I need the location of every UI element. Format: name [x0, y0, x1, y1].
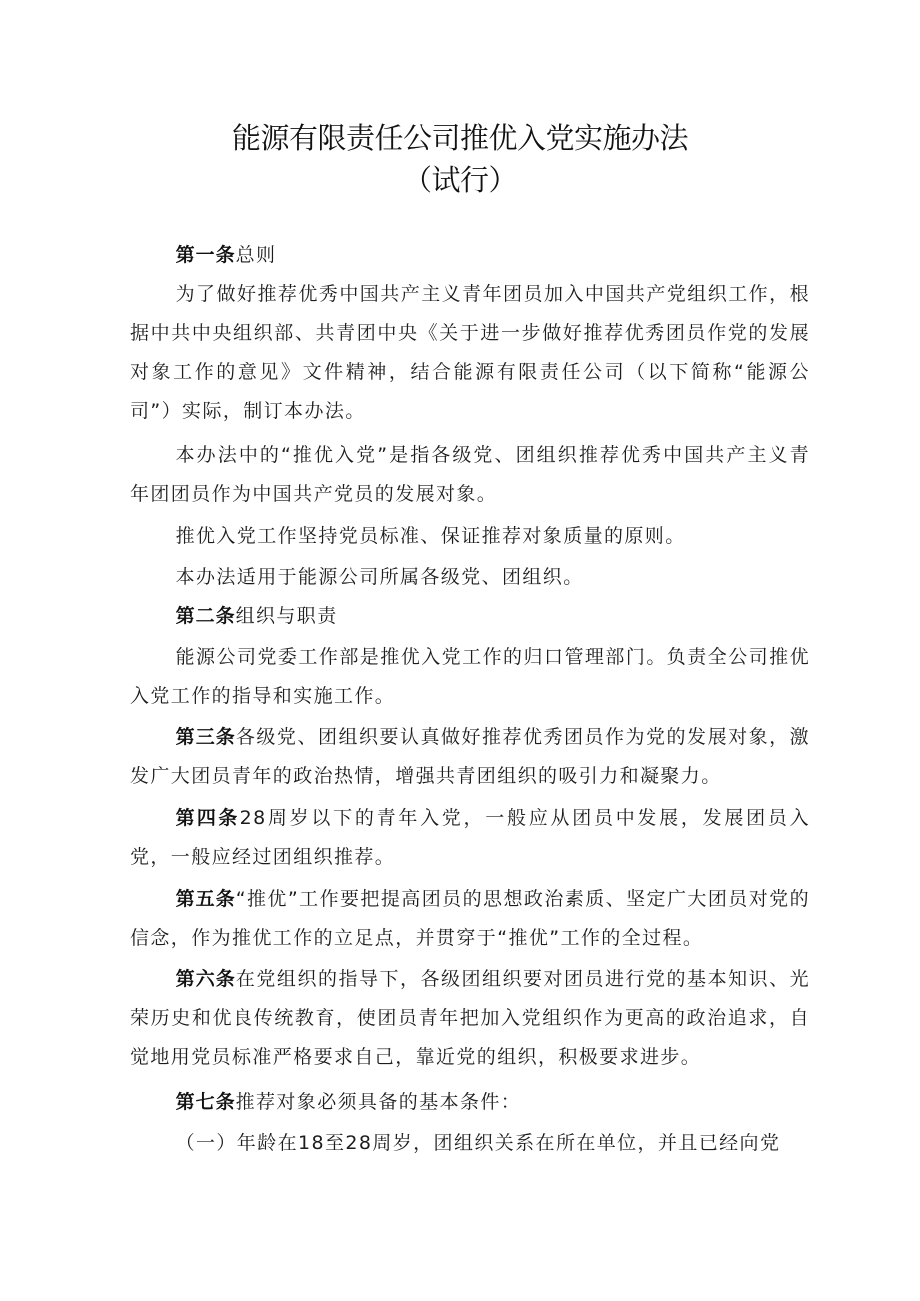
list-item	[130, 1124, 810, 1163]
article-label: 第四条	[175, 807, 240, 829]
article-4	[130, 799, 810, 877]
article-2-heading	[130, 597, 810, 636]
body-paragraph	[130, 638, 810, 716]
article-label: 第六条	[175, 968, 236, 990]
article-label: 第三条	[175, 726, 236, 748]
body-paragraph	[130, 436, 810, 514]
article-5	[130, 880, 810, 958]
article-text: 28周岁以下的青年入党，一般应从团员中发展，发展团员入党，一般应经过团组织推荐。	[130, 807, 810, 868]
article-6	[130, 960, 810, 1077]
article-label: 第五条	[175, 888, 236, 910]
article-text: 总则	[235, 244, 277, 266]
article-label: 第一条	[175, 244, 236, 266]
body-paragraph	[130, 558, 810, 597]
paragraph-text: 本办法中的“推优入党”是指各级党、团组织推荐优秀中国共产主义青年团团员作为中国共产党员的发展对象。	[130, 444, 810, 505]
article-text: 组织与职责	[235, 605, 338, 627]
document-subtitle: （试行）	[402, 163, 517, 197]
article-text: 推荐对象必须具备的基本条件：	[235, 1091, 522, 1113]
article-1-heading	[130, 236, 810, 275]
article-text: “推优”工作要把提高团员的思想政治素质、坚定广大团员对党的信念，作为推优工作的立足点，并贯穿于“推优”工作的全过程。	[130, 888, 810, 949]
paragraph-text: 为了做好推荐优秀中国共产主义青年团员加入中国共产党组织工作，根据中共中央组织部、共青团中央《关于进一步做好推荐优秀团员作党的发展对象工作的意见》文件精神，结合能源有限责任公司（以下简称“能源公司”）实际，制订本办法。	[130, 283, 810, 422]
paragraph-text: 本办法适用于能源公司所属各级党、团组织。	[175, 566, 584, 588]
article-3	[130, 718, 810, 796]
article-label: 第二条	[175, 605, 236, 627]
body-paragraph	[130, 275, 810, 431]
article-label: 第七条	[175, 1091, 236, 1113]
document-title: 能源有限责任公司推优入党实施办法	[231, 121, 688, 155]
body-paragraph	[130, 517, 810, 556]
list-item-text: （一）年龄在18至28周岁，团组织关系在所在单位，并且已经向党	[175, 1132, 781, 1154]
article-text: 在党组织的指导下，各级团组织要对团员进行党的基本知识、光荣历史和优良传统教育，使团员青年把加入党组织作为更高的政治追求，自觉地用党员标准严格要求自己，靠近党的组织，积极要求进步。	[130, 968, 810, 1068]
paragraph-text: 能源公司党委工作部是推优入党工作的归口管理部门。负责全公司推优入党工作的指导和实施工作。	[130, 646, 810, 707]
article-7	[130, 1083, 810, 1122]
paragraph-text: 推优入党工作坚持党员标准、保证推荐对象质量的原则。	[175, 525, 686, 547]
article-text: 各级党、团组织要认真做好推荐优秀团员作为党的发展对象，激发广大团员青年的政治热情，增强共青团组织的吸引力和凝聚力。	[130, 726, 810, 787]
